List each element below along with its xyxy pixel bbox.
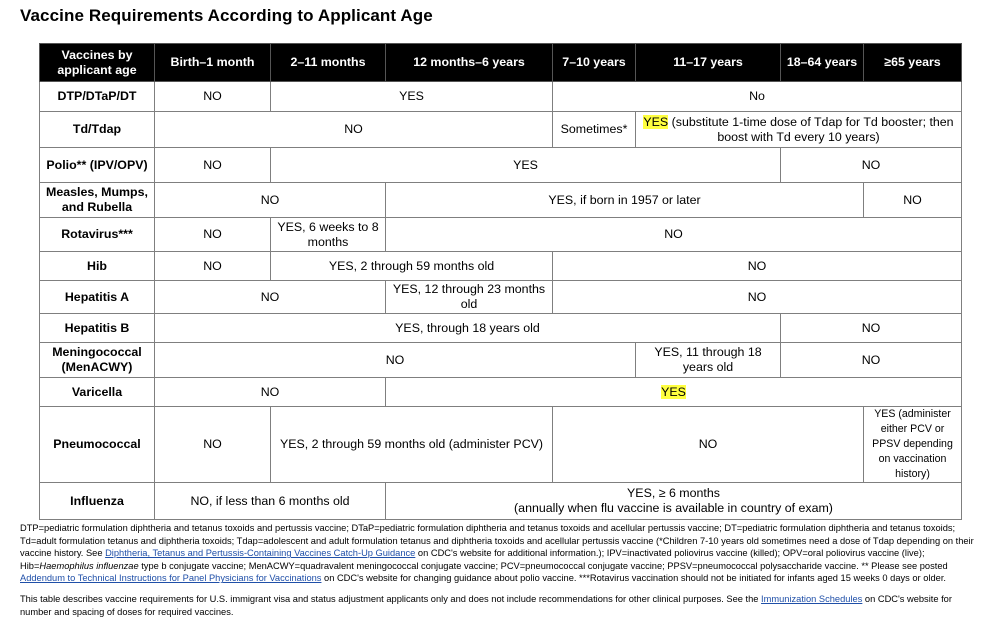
vaccine-requirements-table	[39, 43, 962, 520]
immunization-schedules-link[interactable]: Immunization Schedules	[761, 593, 863, 604]
table-row	[40, 82, 962, 112]
table-row	[40, 407, 962, 483]
cell-text: (substitute 1-time dose of Tdap for Td booster; then boost with Td every 10 years)	[668, 114, 954, 144]
table-cell: NO	[155, 407, 271, 483]
table-row	[40, 112, 962, 148]
footnote-text: This table describes vaccine requirements for U.S. immigrant visa and status adjustment applicants only and does not include recommendations for other clinical purposes. See the	[20, 593, 762, 604]
vaccine-name: Polio** (IPV/OPV)	[40, 148, 155, 183]
dtp-catch-up-guidance-link[interactable]: Diphtheria, Tetanus and Pertussis-Containing Vaccines Catch-Up Guidance	[105, 548, 416, 559]
table-cell	[636, 112, 962, 148]
table-cell: YES, 12 through 23 months old	[386, 281, 553, 314]
header-18-64-years: 18–64 years	[781, 44, 864, 82]
table-cell: NO	[155, 148, 271, 183]
table-cell: NO	[155, 183, 386, 218]
table-cell: NO	[781, 148, 962, 183]
footnote-text: on CDC's website for changing guidance about polio vaccine. ***Rotavirus vaccination should not be initiated for infants aged 15 weeks 0 days or older.	[321, 573, 946, 584]
table-cell: NO	[155, 252, 271, 281]
table-cell	[386, 483, 962, 520]
footnote-text: on CDC's website for additional information.); IPV=inactivated poliovirus vaccine (killed); OPV=oral poliovirus vaccine (live); Hib=	[20, 548, 925, 571]
vaccine-name: Measles, Mumps, and Rubella	[40, 183, 155, 218]
table-cell: YES, 2 through 59 months old	[271, 252, 553, 281]
vaccine-name: Hepatitis A	[40, 281, 155, 314]
header-2-11-months: 2–11 months	[271, 44, 386, 82]
table-row	[40, 378, 962, 407]
vaccine-name: Meningococcal (MenACWY)	[40, 343, 155, 378]
highlighted-yes: YES	[643, 114, 669, 129]
technical-instructions-addendum-link[interactable]: Addendum to Technical Instructions for Panel Physicians for Vaccinations	[20, 573, 322, 584]
header-65-plus-years: ≥65 years	[864, 44, 962, 82]
header-birth-1-month: Birth–1 month	[155, 44, 271, 82]
vaccine-name: DTP/DTaP/DT	[40, 82, 155, 112]
header-vaccines: Vaccines by applicant age	[40, 44, 155, 82]
vaccine-name: Pneumococcal	[40, 407, 155, 483]
table-row	[40, 183, 962, 218]
table-row	[40, 314, 962, 343]
footnote-italic-text: Haemophilus influenzae	[39, 560, 139, 571]
table-cell: Sometimes*	[553, 112, 636, 148]
table-cell: NO	[155, 218, 271, 252]
table-cell: NO	[155, 112, 553, 148]
vaccine-name: Varicella	[40, 378, 155, 407]
table-cell: NO	[864, 183, 962, 218]
table-cell: NO	[553, 252, 962, 281]
footnote-text: type b conjugate vaccine; MenACWY=quadravalent meningococcal conjugate vaccine; PCV=pneumococcal conjugate vaccine; PPSV=pneumococcal polysaccharide vaccine. ** Please see posted	[138, 560, 948, 571]
footnotes	[20, 522, 984, 618]
table-header-row	[40, 44, 962, 82]
table-cell: NO	[155, 378, 386, 407]
table-cell: YES	[271, 148, 781, 183]
header-12-months-6-years: 12 months–6 years	[386, 44, 553, 82]
table-cell: No	[553, 82, 962, 112]
table-row	[40, 343, 962, 378]
abbreviations-footnote	[20, 522, 984, 585]
table-cell	[386, 378, 962, 407]
table-cell: YES	[271, 82, 553, 112]
table-row	[40, 218, 962, 252]
table-cell: YES, 11 through 18 years old	[636, 343, 781, 378]
highlighted-yes: YES	[661, 384, 686, 399]
table-cell: YES, 6 weeks to 8 months	[271, 218, 386, 252]
table-row	[40, 252, 962, 281]
vaccine-name: Influenza	[40, 483, 155, 520]
table-cell: NO	[155, 343, 636, 378]
table-cell: NO	[781, 314, 962, 343]
vaccine-name: Td/Tdap	[40, 112, 155, 148]
table-cell: YES (administer either PCV or PPSV depending on vaccination history)	[864, 407, 962, 483]
table-cell: NO	[553, 407, 864, 483]
table-cell: NO	[553, 281, 962, 314]
table-cell: NO	[155, 281, 386, 314]
vaccine-name: Hepatitis B	[40, 314, 155, 343]
table-cell: NO	[386, 218, 962, 252]
table-row	[40, 483, 962, 520]
table-row	[40, 281, 962, 314]
header-7-10-years: 7–10 years	[553, 44, 636, 82]
footnote-text: on CDC's website for number and spacing of doses for required vaccines.	[20, 593, 952, 617]
page-title: Vaccine Requirements According to Applicant Age	[20, 6, 433, 25]
table-cell: YES, 2 through 59 months old (administer PCV)	[271, 407, 553, 483]
footnote-text: DTP=pediatric formulation diphtheria and tetanus toxoids and pertussis vaccine; DTaP=pediatric formulation diphtheria and tetanus toxoids and acellular pertussis vaccine; DT=pediatric formulation diphtheria and tetanus toxoids; Td=adult formulation tetanus and diphtheria toxoids; Tdap=adolescent and adult formulation tetanus and diphtheria toxoids and acellular pertussis vaccine (*Children 7-10 years old sometimes need a dose of Tdap depending on their vaccine history. See	[20, 523, 974, 559]
table-cell: YES, through 18 years old	[155, 314, 781, 343]
scope-footnote	[20, 593, 984, 618]
table-row	[40, 148, 962, 183]
cell-line: (annually when flu vaccine is available in country of exam)	[514, 501, 833, 515]
header-11-17-years: 11–17 years	[636, 44, 781, 82]
table-cell: NO	[155, 82, 271, 112]
vaccine-name: Hib	[40, 252, 155, 281]
table-cell: NO, if less than 6 months old	[155, 483, 386, 520]
table-cell: NO	[781, 343, 962, 378]
cell-line: YES, ≥ 6 months	[627, 486, 720, 500]
table-cell: YES, if born in 1957 or later	[386, 183, 864, 218]
vaccine-name: Rotavirus***	[40, 218, 155, 252]
